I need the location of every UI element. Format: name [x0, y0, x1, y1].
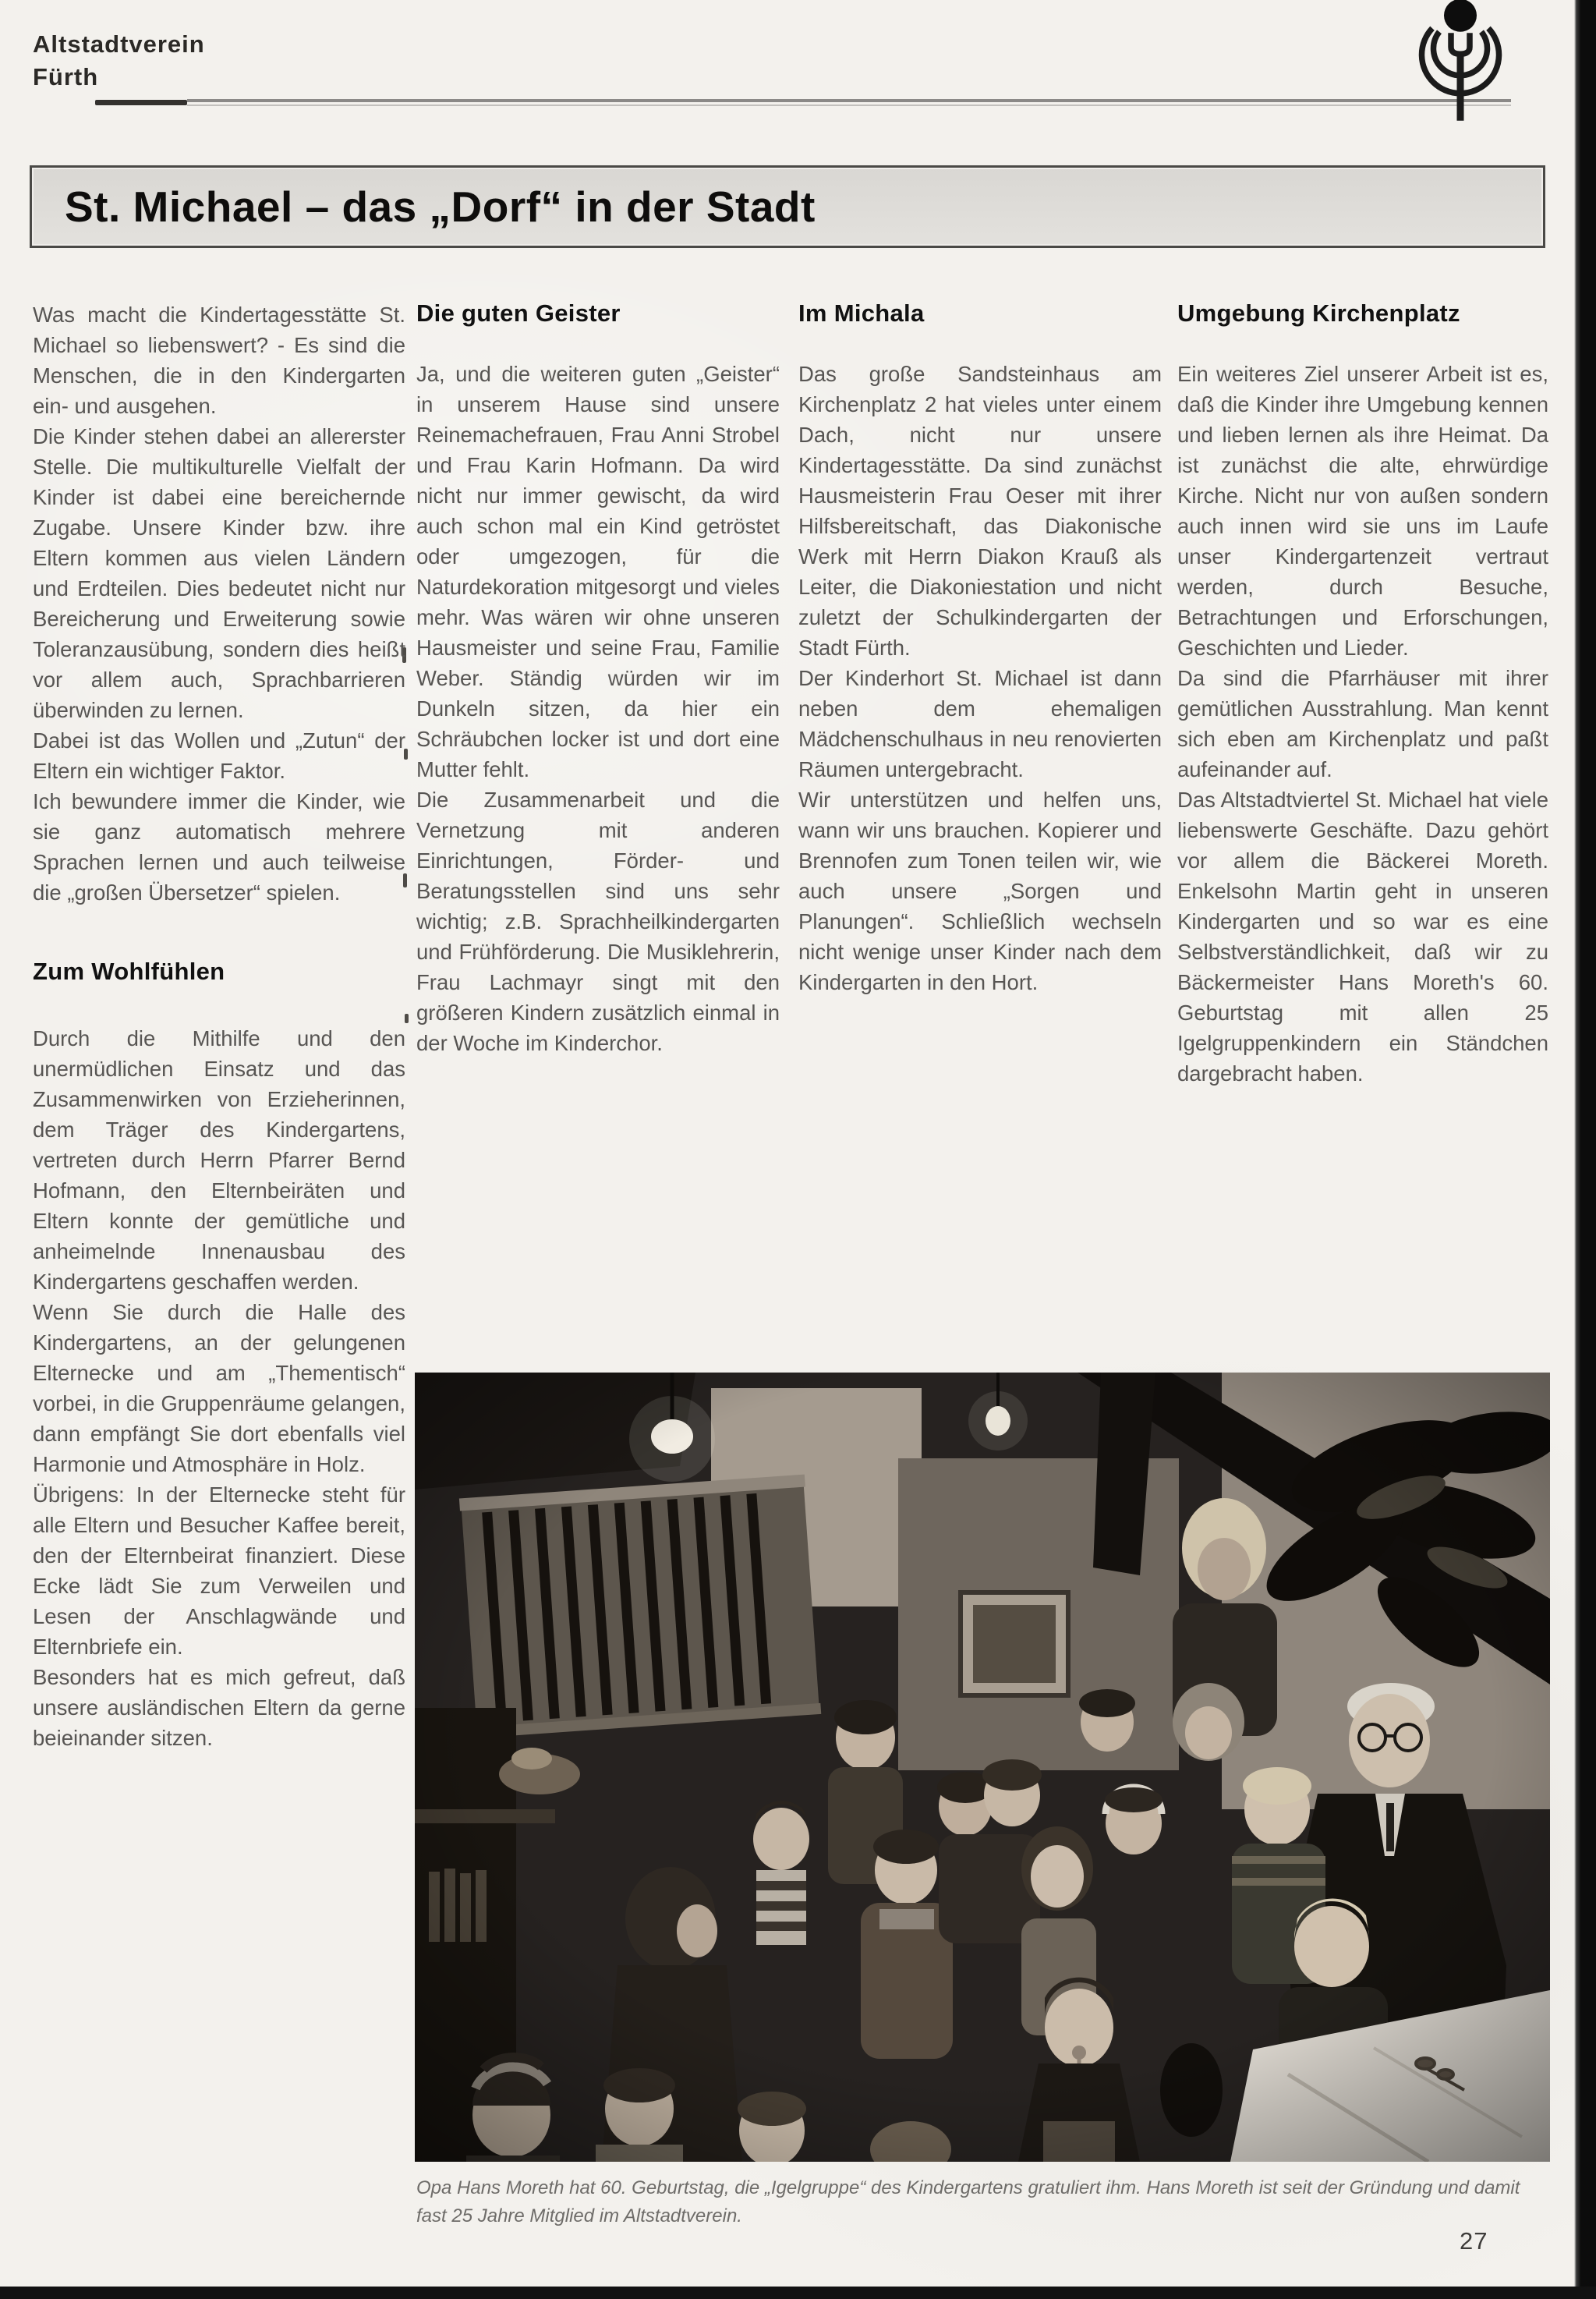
- body-paragraph: Die Zusammenarbeit und die Vernetzung mit anderen Einrichtungen, Förder- und Beratungsstellen sind uns sehr wichtig; z.B. Sprachheilkindergarten und Frühförderung. Die Musiklehrerin, Frau Lachmayr singt mit den größeren Kindern zusätzlich einmal in der Woche im Kinderchor.: [416, 788, 780, 1055]
- body-paragraph: Dabei ist das Wollen und „Zutun“ der Eltern ein wichtiger Faktor.: [33, 728, 405, 783]
- body-paragraph: Übrigens: In der Elternecke steht für alle Eltern und Besucher Kaffee bereit, den der Elternbeirat finanziert. Diese Ecke lädt Sie zum Verweilen und Lesen der Anschlagwände und Elternbriefe ein.: [33, 1482, 405, 1659]
- section-heading-gute-geister: Die guten Geister: [416, 299, 621, 327]
- body-paragraph: Ja, und die weiteren guten „Geister“ in unserem Hause sind unsere Reinemachefrauen, Frau Anni Strobel und Frau Karin Hofmann. Da wird nicht nur immer gewischt, da wird auch schon mal ein Kind getröstet oder umgezogen, für die Naturdekoration mitgesorgt und vieles mehr. Was wären wir ohne unseren Hausmeister und seine Frau, Familie Weber. Ständig würden wir im Dunkeln sitzen, da hier ein Schräubchen locker ist und dort eine Mutter fehlt.: [416, 362, 780, 781]
- body-paragraph: Der Kinderhort St. Michael ist dann neben dem ehemaligen Mädchenschulhaus in neu renovierten Räumen untergebracht.: [798, 666, 1162, 781]
- body-paragraph: Die Kinder stehen dabei an allererster Stelle. Die multikulturelle Vielfalt der Kinder ist dabei eine bereichernde Zugabe. Unsere Kinder bzw. ihre Eltern kommen aus vielen Ländern und Erdteilen. Dies bedeutet nicht nur Bereicherung und Erweiterung sowie Toleranzausübung, sondern dies heißt vor allem auch, Sprachbarrieren überwinden zu lernen.: [33, 424, 405, 722]
- masthead-line2: Fürth: [33, 63, 99, 90]
- column-4: [1177, 299, 1548, 1089]
- column-1: [33, 299, 405, 1753]
- body-paragraph: Wir unterstützen und helfen uns, wann wir uns brauchen. Kopierer und Brennofen zum Tonen teilen wir, wie auch unsere „Sorgen und Planungen“. Schließlich wechseln nicht wenige unser Kinder nach dem Kindergarten in den Hort.: [798, 788, 1162, 994]
- body-paragraph: Was macht die Kindertagesstätte St. Michael so liebenswert? - Es sind die Menschen, die in den Kindergarten ein- und ausgehen.: [33, 303, 405, 418]
- body-paragraph: Durch die Mithilfe und den unermüdlichen Einsatz und das Zusammenwirken von Erzieherinnen, dem Träger des Kindergartens, vertreten durch Herrn Pfarrer Bernd Hofmann, den Elternbeiräten und Eltern konnte der gemütliche und anheimelnde Innenausbau des Kindergartens geschaffen werden.: [33, 1026, 405, 1294]
- scan-edge-bottom: [0, 2287, 1596, 2299]
- masthead-rule-dark: [95, 100, 187, 105]
- section-heading-im-michala: Im Michala: [798, 299, 925, 327]
- section-heading-umgebung: Umgebung Kirchenplatz: [1177, 299, 1460, 327]
- body-paragraph: Das Altstadtviertel St. Michael hat viele liebenswerte Geschäfte. Dazu gehört vor allem die Bäckerei Moreth. Enkelsohn Martin geht in unseren Kindergarten und so war es eine Selbstverständlichkeit, daß wir zu Bäckermeister Hans Moreth's 60. Geburtstag mit allen 25 Igelgruppenkindern ein Ständchen dargebracht haben.: [1177, 788, 1548, 1086]
- title-banner: [30, 165, 1545, 248]
- photo-caption: Opa Hans Moreth hat 60. Geburtstag, die „Igelgruppe“ des Kindergartens gratuliert ihm. Hans Moreth ist seit der Gründung und damit fast 25 Jahre Mitglied im Altstadtverein.: [416, 2177, 1520, 2226]
- masthead-rule: [187, 99, 1511, 102]
- masthead-line1: Altstadtverein: [33, 30, 205, 58]
- body-paragraph: Ein weiteres Ziel unserer Arbeit ist es, daß die Kinder ihre Umgebung kennen und lieben lernen als ihre Heimat. Da ist zunächst die alte, ehrwürdige Kirche. Nicht nur von außen sondern auch innen wird sie uns im Laufe unser Kindergartenzeit vertraut werden, durch Besuche, Betrachtungen und Erforschungen, Geschichten und Lieder.: [1177, 362, 1548, 660]
- scan-edge-right: [1574, 0, 1596, 2299]
- group-photo-illustration: [415, 1373, 1550, 2162]
- page-number: 27: [1460, 2227, 1488, 2255]
- photo-figure: [415, 1373, 1550, 2162]
- body-paragraph: Ich bewundere immer die Kinder, wie sie ganz automatisch mehrere Sprachen lernen und auch teilweise die „großen Übersetzer“ spielen.: [33, 789, 405, 905]
- masthead-rule-shadow: [187, 104, 1511, 106]
- body-paragraph: Das große Sandsteinhaus am Kirchenplatz 2 hat vieles unter einem Dach, nicht nur unsere Kindertagesstätte. Da sind zunächst Hausmeisterin Frau Oeser mit ihrer Hilfsbereitschaft, das Diakonische Werk mit Herrn Diakon Krauß als Leiter, die Diakoniestation und nicht zuletzt der Schulkindergarten der Stadt Fürth.: [798, 362, 1162, 660]
- column-3: [798, 299, 1162, 997]
- masthead: [33, 28, 205, 94]
- page-title: St. Michael – das „Dorf“ in der Stadt: [65, 182, 816, 231]
- body-paragraph: Wenn Sie durch die Halle des Kindergartens, an der gelungenen Elternecke und am „Thementisch“ vorbei, in die Gruppenräume gelangen, dann empfängt Sie dort ebenfalls viel Harmonie und Atmosphäre in Holz.: [33, 1300, 405, 1476]
- section-heading-wohlfuehlen: Zum Wohlfühlen: [33, 958, 225, 985]
- body-paragraph: Besonders hat es mich gefreut, daß unsere ausländischen Eltern da gerne beieinander sitzen.: [33, 1665, 405, 1750]
- altstadtverein-logo-icon: [1402, 0, 1519, 123]
- column-2: [416, 299, 780, 1058]
- body-paragraph: Da sind die Pfarrhäuser mit ihrer gemütlichen Ausstrahlung. Man kennt sich eben am Kirchenplatz und paßt aufeinander auf.: [1177, 666, 1548, 781]
